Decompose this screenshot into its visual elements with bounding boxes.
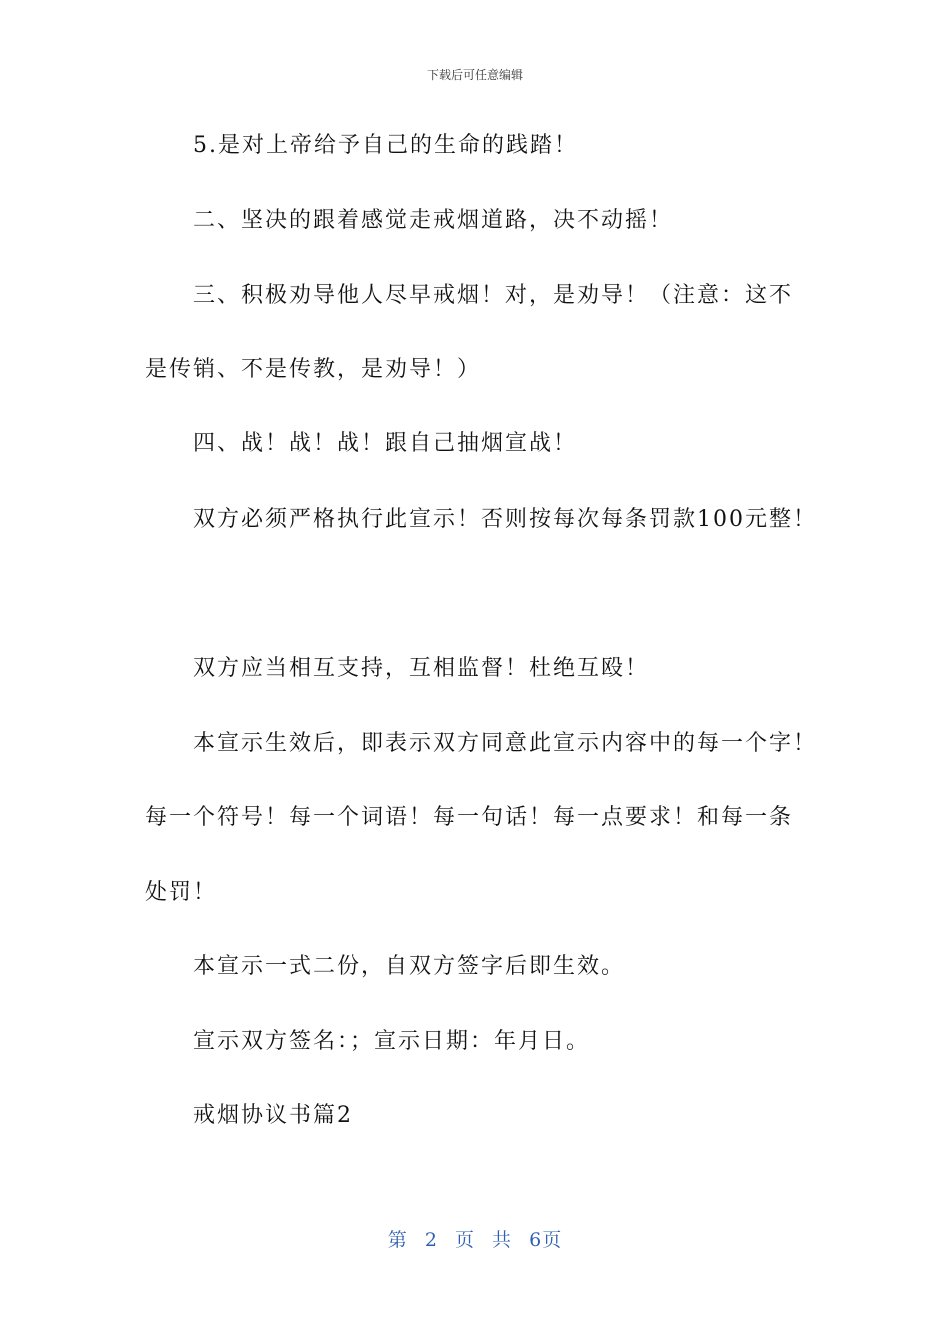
paragraph-item-5: 5.是对上帝给予自己的生命的践踏！ [193, 133, 578, 158]
page-header-note: 下载后可任意编辑 [426, 68, 523, 82]
paragraph-effect-line-3: 处罚！ [145, 880, 218, 905]
section-heading-part-2: 戒烟协议书篇2 [193, 1103, 353, 1128]
paragraph-mutual-support: 双方应当相互支持，互相监督！杜绝互殴！ [193, 656, 650, 681]
page-total: 6页 [529, 1229, 563, 1251]
paragraph-section-2: 二、坚决的跟着感觉走戒烟道路，决不动摇！ [193, 208, 674, 233]
paragraph-effect-line-1: 本宣示生效后，即表示双方同意此宣示内容中的每一个字！ [193, 731, 818, 756]
paragraph-section-3-line-2: 是传销、不是传教，是劝导！） [145, 357, 482, 382]
paragraph-copies: 本宣示一式二份，自双方签字后即生效。 [193, 954, 626, 979]
paragraph-section-4: 四、战！战！战！跟自己抽烟宣战！ [193, 431, 578, 456]
page-current-number: 2 [424, 1229, 438, 1251]
paragraph-penalty: 双方必须严格执行此宣示！否则按每次每条罚款100元整！ [193, 507, 817, 532]
page-word: 页 [454, 1229, 475, 1251]
paragraph-effect-line-2: 每一个符号！每一个词语！每一句话！每一点要求！和每一条 [145, 805, 794, 830]
paragraph-section-3-line-1: 三、积极劝导他人尽早戒烟！对，是劝导！（注意：这不 [193, 283, 794, 308]
total-prefix: 共 [492, 1229, 513, 1251]
page-prefix: 第 [387, 1229, 408, 1251]
paragraph-signature: 宣示双方签名：；宣示日期：年月日。 [193, 1029, 591, 1054]
page-footer [0, 1225, 950, 1252]
